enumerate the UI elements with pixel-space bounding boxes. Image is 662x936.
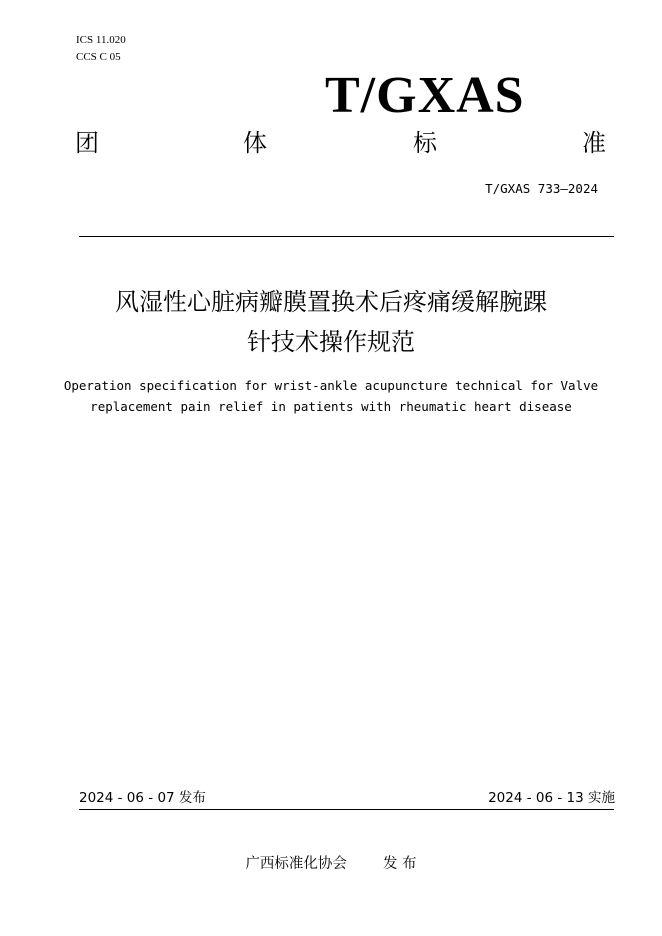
publisher-name: 广西标准化协会: [245, 856, 347, 872]
title-en-line-1: Operation specification for wrist-ankle acupuncture technical for Valve: [63, 378, 599, 393]
title-cn-line-2: 针技术操作规范: [247, 328, 415, 356]
category-char-4: 准: [582, 129, 606, 157]
ccs-code: CCS C 05: [76, 51, 121, 63]
publish-date: 2024 - 06 - 07 发布: [79, 790, 206, 806]
standard-brand: T/GXAS: [325, 67, 525, 124]
title-cn-line-1: 风湿性心脏病瓣膜置换术后疼痛缓解腕踝: [115, 288, 547, 316]
category-char-2: 体: [243, 129, 267, 157]
publisher-line: [0, 854, 662, 874]
category-char-3: 标: [413, 129, 437, 157]
publish-word: 发 布: [382, 856, 417, 872]
top-divider: [79, 236, 614, 237]
document-number: T/GXAS 733—2024: [485, 181, 598, 196]
ics-code: ICS 11.020: [76, 34, 126, 46]
effective-date: 2024 - 06 - 13 实施: [488, 790, 615, 806]
bottom-divider: [79, 809, 614, 810]
category-char-1: 团: [75, 129, 99, 157]
title-en-line-2: replacement pain relief in patients with rheumatic heart disease: [90, 399, 572, 414]
